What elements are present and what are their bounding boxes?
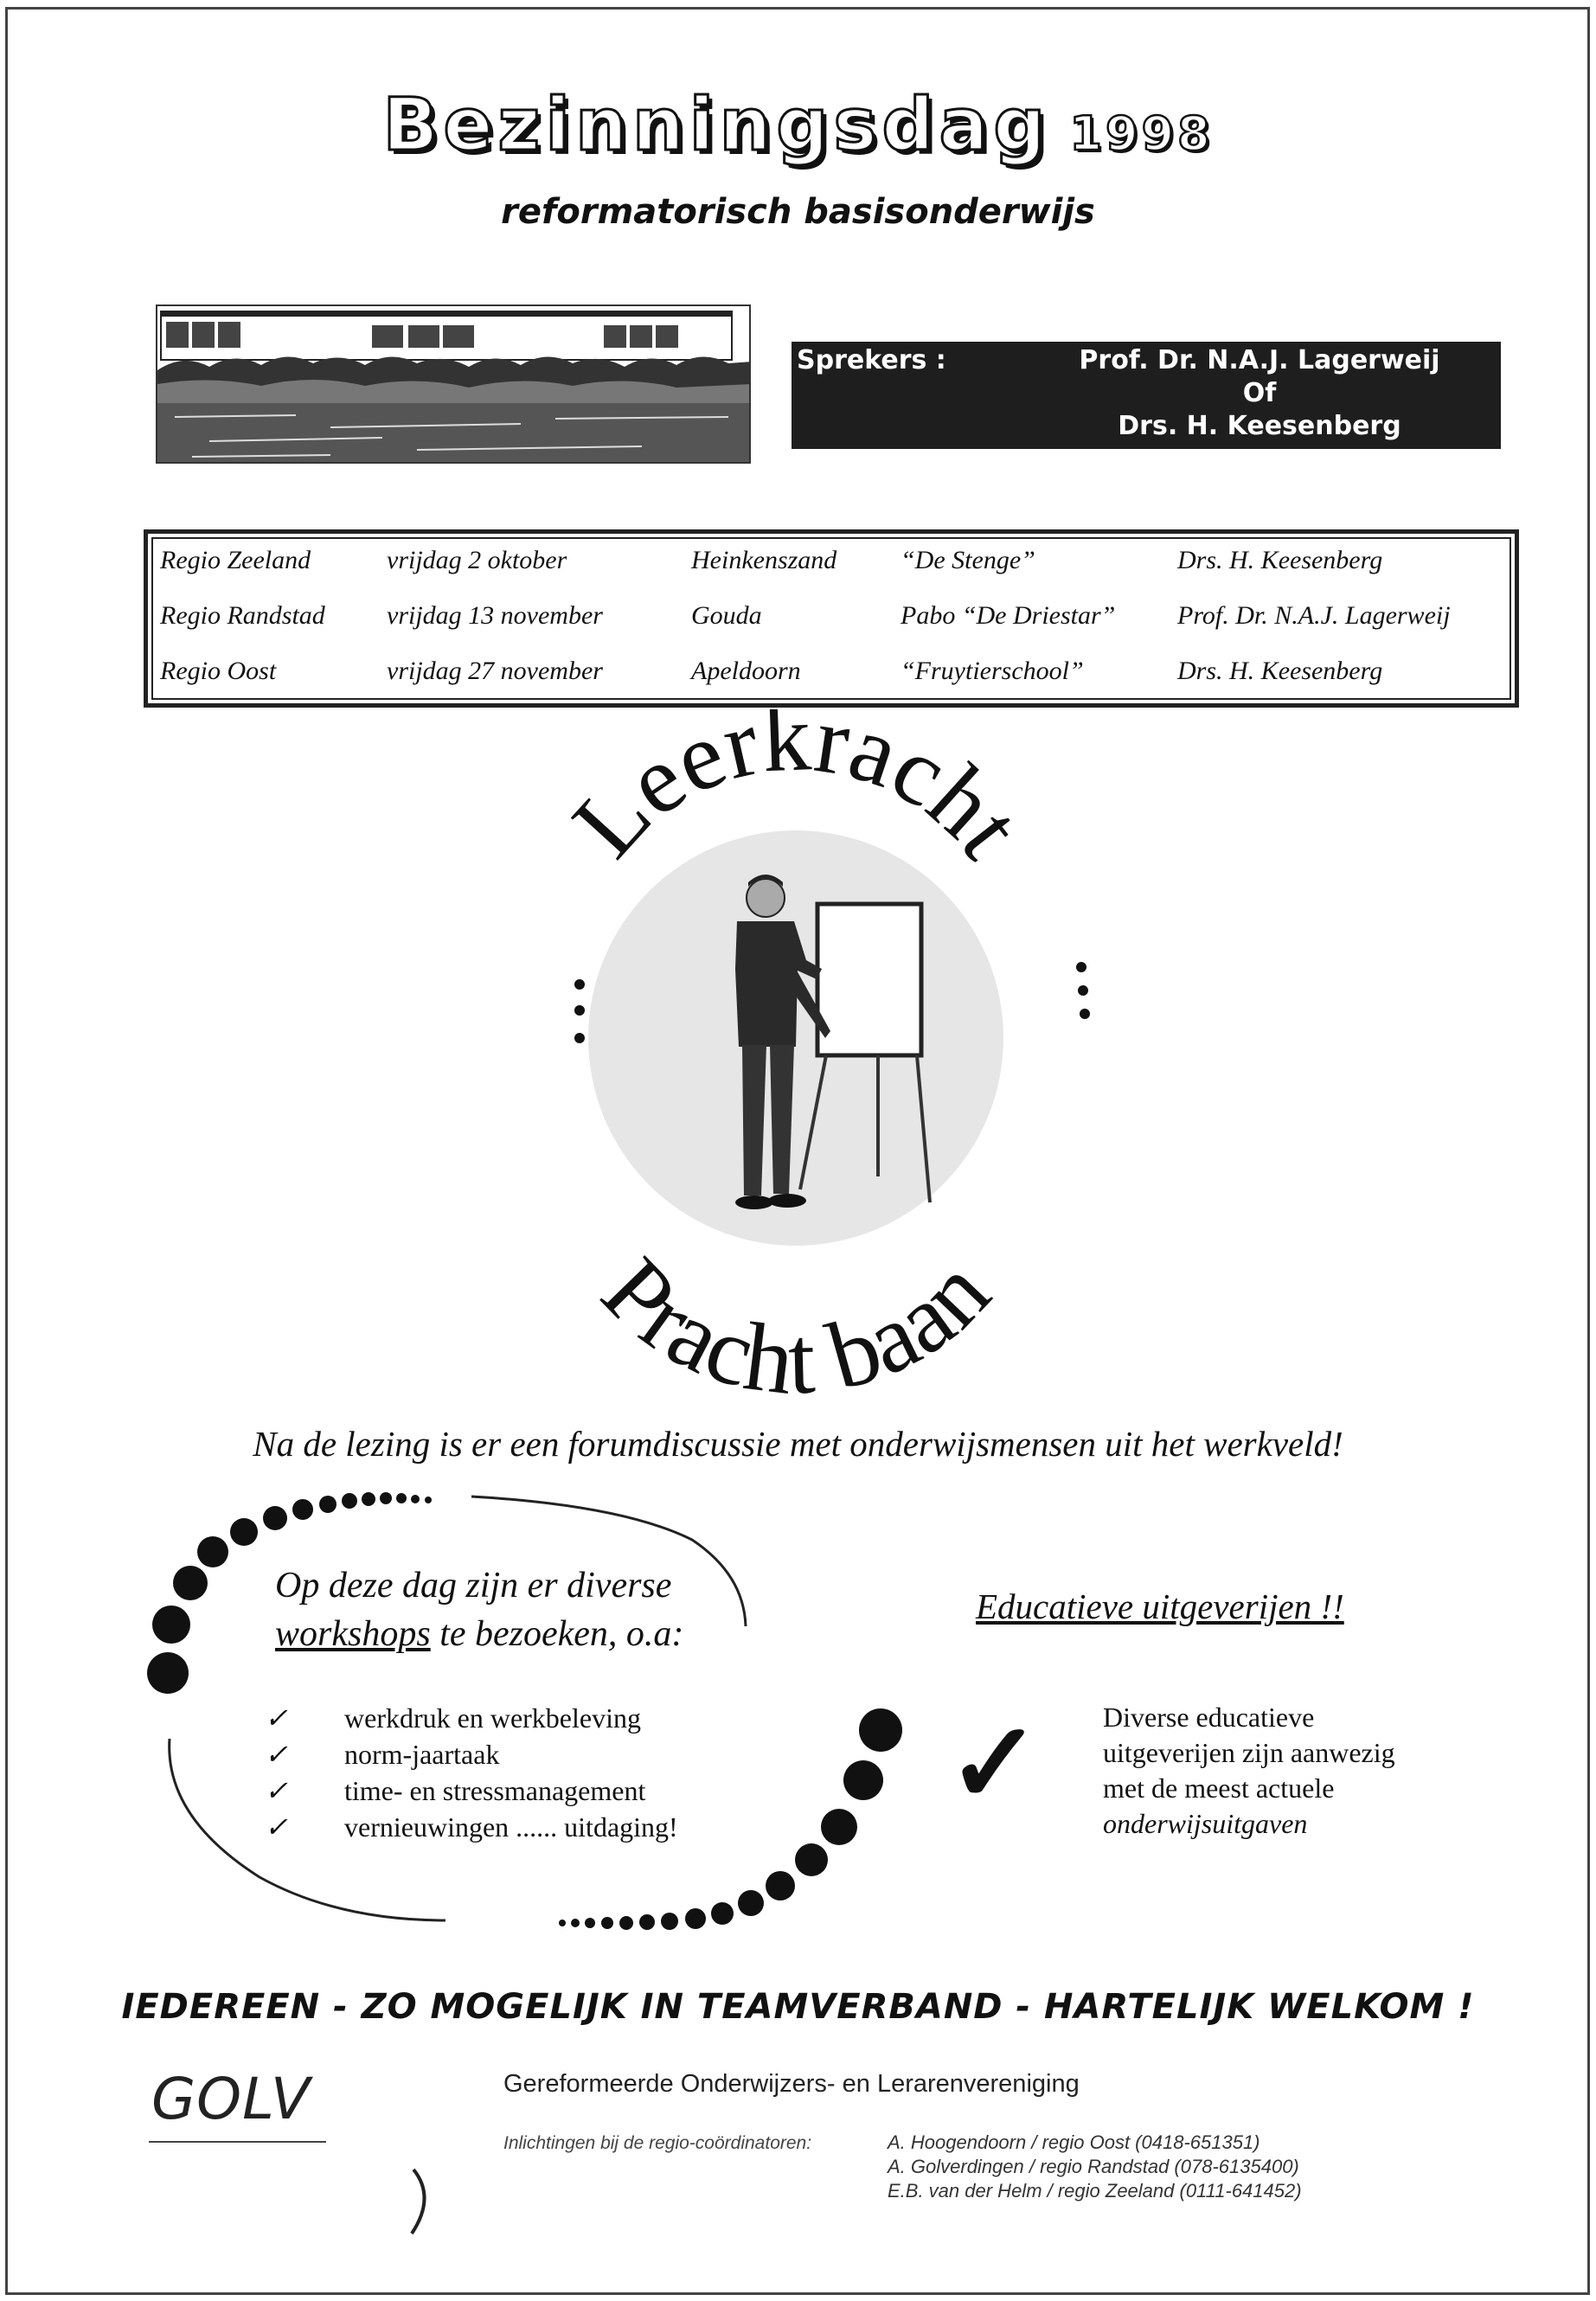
leerkracht-emblem	[484, 709, 1107, 1410]
list-item-label: time- en stressmanagement	[344, 1775, 646, 1806]
region-place: Apeldoorn	[691, 657, 801, 685]
region-venue: Pabo “De Driestar”	[901, 601, 1116, 630]
coordinators-list	[888, 2131, 1302, 2203]
publishers-title: Educatieve uitgeverijen !!	[976, 1586, 1344, 1626]
workshops-title	[275, 1561, 683, 1658]
table-row	[153, 650, 1509, 703]
table-row	[153, 539, 1509, 593]
subtitle: reformatorisch basisonderwijs	[501, 192, 1095, 232]
check-icon: ✓	[265, 1739, 288, 1770]
coordinator-line: A. Hoogendoorn / regio Oost (0418-651351)	[888, 2131, 1260, 2153]
info-label: Inlichtingen bij de regio-coördinatoren:	[503, 2133, 812, 2153]
publishers-line: onderwijsuitgaven	[1103, 1808, 1308, 1839]
publishers-text	[1103, 1700, 1395, 1842]
list-item-label: vernieuwingen ...... uitdaging!	[344, 1811, 678, 1843]
publishers-line: uitgeverijen zijn aanwezig	[1103, 1737, 1395, 1768]
welcome-banner: IEDEREEN - ZO MOGELIJK IN TEAMVERBAND - HARTELIJK WELKOM !	[121, 1987, 1475, 2027]
workshops-list	[265, 1700, 678, 1845]
list-item-label: werkdruk en werkbeleving	[344, 1702, 641, 1734]
golv-logo: GOLV	[151, 2066, 311, 2132]
region-name: Regio Zeeland	[160, 546, 311, 574]
workshops-link-word: workshops	[275, 1614, 431, 1654]
region-date: vrijdag 2 oktober	[387, 546, 567, 574]
table-row	[153, 594, 1509, 648]
logo-swash	[407, 2163, 441, 2240]
workshops-title-rest: te bezoeken, o.a:	[430, 1614, 684, 1654]
region-date: vrijdag 13 november	[387, 601, 603, 630]
regions-table	[144, 529, 1519, 708]
big-check-icon: ✓	[947, 1702, 1042, 1827]
list-item	[265, 1700, 678, 1736]
speakers-label: Sprekers :	[797, 345, 946, 375]
region-place: Gouda	[691, 601, 762, 630]
list-item	[265, 1772, 678, 1809]
region-name: Regio Randstad	[160, 601, 325, 630]
page-title	[0, 82, 1596, 167]
list-item	[265, 1736, 678, 1772]
region-name: Regio Oost	[160, 657, 277, 685]
speaker-name-1: Prof. Dr. N.A.J. Lagerweij	[1079, 345, 1440, 375]
speakers-box	[792, 342, 1501, 449]
region-venue: “De Stenge”	[901, 546, 1035, 574]
publishers-line: Diverse educatieve	[1103, 1702, 1315, 1733]
region-speaker: Drs. H. Keesenberg	[1177, 657, 1383, 685]
emblem-bottom-text: Pracht baan	[581, 1237, 1010, 1410]
speaker-conjunction: Of	[1242, 378, 1277, 408]
school-illustration	[156, 304, 751, 464]
list-item	[265, 1809, 678, 1845]
coordinator-line: A. Golverdingen / regio Randstad (078-6135400)	[888, 2156, 1299, 2177]
logo-underline	[149, 2141, 326, 2143]
workshops-title-line1: Op deze dag zijn er diverse	[275, 1566, 672, 1606]
coordinator-line: E.B. van der Helm / regio Zeeland (0111-641452)	[888, 2180, 1302, 2202]
region-speaker: Prof. Dr. N.A.J. Lagerweij	[1177, 601, 1451, 630]
region-venue: “Fruytierschool”	[901, 657, 1084, 685]
organization-name: Gereformeerde Onderwijzers- en Lerarenvereniging	[503, 2070, 1080, 2098]
check-icon: ✓	[265, 1775, 288, 1806]
forum-text: Na de lezing is er een forumdiscussie met onderwijsmensen uit het werkveld!	[253, 1424, 1343, 1464]
speaker-name-2: Drs. H. Keesenberg	[1118, 411, 1401, 441]
check-icon: ✓	[265, 1702, 288, 1734]
region-speaker: Drs. H. Keesenberg	[1177, 546, 1383, 574]
emblem-top-text: Leerkracht	[552, 709, 1042, 878]
region-date: vrijdag 27 november	[387, 657, 603, 685]
title-year: 1998	[1069, 106, 1214, 161]
publishers-line: met de meest actuele	[1103, 1772, 1335, 1804]
region-place: Heinkenszand	[691, 546, 837, 574]
list-item-label: norm-jaartaak	[344, 1739, 500, 1770]
title-text: Bezinningsdag	[382, 82, 1051, 167]
check-icon: ✓	[265, 1811, 288, 1843]
